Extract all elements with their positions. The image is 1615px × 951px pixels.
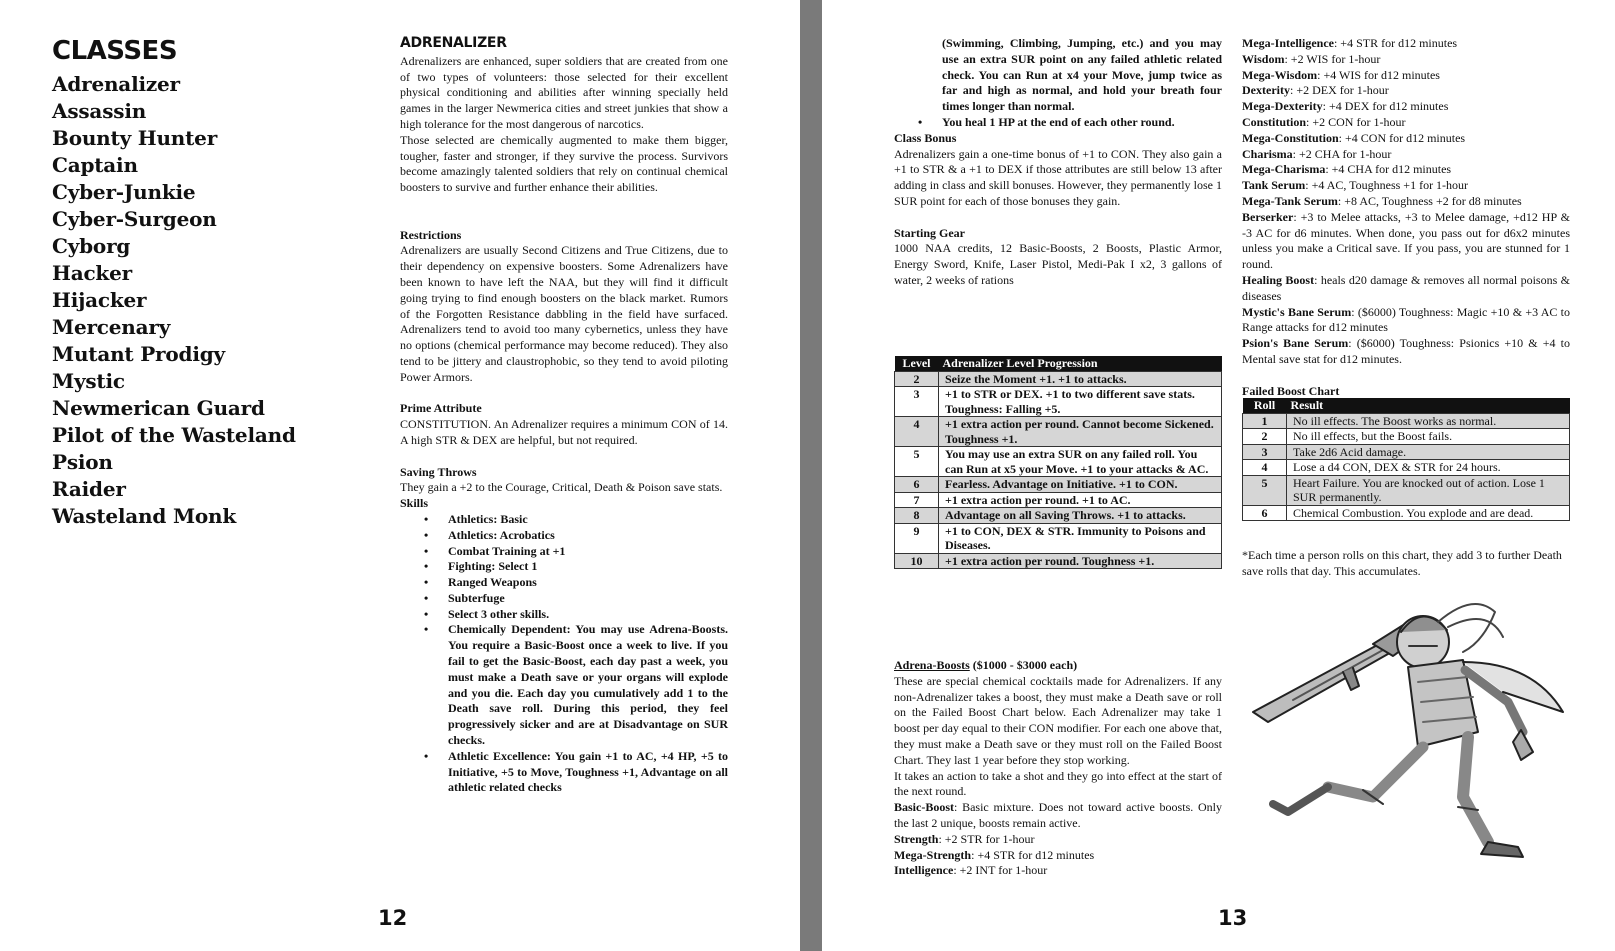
boost-name: Intelligence — [894, 863, 954, 878]
class-item: Assassin — [52, 99, 147, 123]
level-benefit: +1 extra action per round. +1 to AC. — [939, 492, 1222, 508]
level-number: 10 — [895, 553, 939, 569]
boost-description: : Basic mixture. Does not toward active boosts. Only the last 2 unique, boosts remain active. — [894, 800, 1222, 830]
boost-name: Mega-Dexterity — [1242, 99, 1323, 114]
class-item: Hacker — [52, 261, 132, 285]
boost-entry — [1242, 210, 1570, 273]
starting-gear-text: 1000 NAA credits, 12 Basic-Boosts, 2 Boosts, Plastic Armor, Energy Sword, Knife, Laser Pistol, Medi-Pak I x2, 3 gallons of water, 2 weeks of rations — [894, 241, 1222, 287]
level-benefit: +1 to CON, DEX & STR. Immunity to Poisons and Diseases. — [939, 523, 1222, 553]
class-item: Cyber-Surgeon — [52, 207, 217, 231]
level-row — [895, 371, 1222, 387]
level-number: 3 — [895, 387, 939, 417]
level-benefit: You may use an extra SUR on any failed roll. You can Run at x5 your Move. +1 to your attacks & AC. — [939, 447, 1222, 477]
boost-description: : +4 WIS for d12 minutes — [1317, 67, 1440, 82]
boost-name: Constitution — [1242, 114, 1307, 129]
boost-description: : +4 CON for d12 minutes — [1338, 130, 1466, 145]
failed-boost-row — [1243, 460, 1570, 476]
right-column-2 — [1242, 36, 1570, 399]
class-bonus-heading: Class Bonus — [894, 130, 957, 145]
boost-name: Mega-Intelligence — [1242, 36, 1334, 50]
class-item: Bounty Hunter — [52, 126, 218, 150]
boost-name: Dexterity — [1242, 83, 1290, 98]
adrena-boosts-text-2: It takes an action to take a shot and they go into effect at the start of the next round. — [894, 768, 1222, 799]
right-column-1 — [894, 36, 1222, 289]
boost-name: Berserker — [1242, 209, 1294, 224]
level-benefit: +1 extra action per round. Toughness +1. — [939, 553, 1222, 569]
class-item: Cyber-Junkie — [52, 180, 196, 204]
level-number: 9 — [895, 523, 939, 553]
adrenalizer-title: ADRENALIZER — [400, 35, 507, 51]
adrenalizer-illustration — [1233, 582, 1588, 867]
boost-name: Mega-Constitution — [1242, 130, 1339, 145]
roll-number: 6 — [1243, 505, 1287, 521]
classes-list — [52, 71, 296, 530]
boost-entry — [1242, 162, 1570, 178]
boost-description: : +2 WIS for 1-hour — [1284, 51, 1381, 66]
level-benefit: +1 extra action per round. Cannot become Sickened. Toughness +1. — [939, 417, 1222, 447]
boost-entry — [1242, 36, 1570, 52]
level-row — [895, 492, 1222, 508]
class-item: Newmerican Guard — [52, 396, 265, 420]
class-item: Mutant Prodigy — [52, 342, 225, 366]
intro-paragraph-1: Adrenalizers are enhanced, super soldiers that are created from one of two types of volunteers: those selected for their excellent physical conditioning and abilities after winning specially held games in the larger Newmerica cities and street junkies that show a high tolerance for the most dangerous of narcotics. — [400, 53, 728, 131]
failed-boost-row — [1243, 429, 1570, 445]
boost-entry — [1242, 52, 1570, 68]
level-number: 8 — [895, 508, 939, 524]
boost-entry — [1242, 273, 1570, 305]
roll-result: Chemical Combustion. You explode and are dead. — [1287, 505, 1570, 521]
level-number: 4 — [895, 417, 939, 447]
saving-throws-text: They gain a +2 to the Courage, Critical, Death & Poison save stats. — [400, 480, 723, 495]
progression-col-header: Adrenalizer Level Progression — [939, 356, 1222, 371]
boost-name: Healing Boost — [1242, 272, 1315, 287]
boost-name: Mega-Tank Serum — [1242, 193, 1338, 208]
roll-number: 1 — [1243, 413, 1287, 429]
skill-item: • Chemically Dependent: You may use Adrena-Boosts. You require a Basic-Boost once a week to live. If you fail to get the Basic-Boost, each day past a week, you must make a Death save or your organs will explode and you die. Each day you cumulatively add 1 to the Death save roll. During this period, they feel progressively sicker and are at Disadvantage on SUR checks. — [448, 622, 728, 748]
skill-item: • Fighting: Select 1 — [448, 559, 728, 575]
adrena-boosts-section — [894, 658, 1222, 879]
class-item: Captain — [52, 153, 138, 177]
level-number: 2 — [895, 371, 939, 387]
level-benefit: +1 to STR or DEX. +1 to two different save stats. Toughness: Falling +5. — [939, 387, 1222, 417]
skill-item: • Select 3 other skills. — [448, 607, 728, 623]
boosts-list-right — [1242, 36, 1570, 368]
failed-boost-note: *Each time a person rolls on this chart, they add 3 to further Death save rolls that day. This accumulates. — [1242, 548, 1562, 578]
failed-boost-heading: Failed Boost Chart — [1242, 383, 1340, 398]
level-progression-table — [894, 356, 1222, 569]
boost-entry — [1242, 147, 1570, 163]
restrictions-heading: Restrictions — [400, 227, 462, 242]
intro-paragraph-2: Those selected are chemically augmented to make them bigger, tougher, faster and stronger, if they survive the process. Survivors become amazingly talented soldiers that rely on continual chemical boosters to survive and further enhance their abilities. — [400, 132, 728, 195]
level-benefit: Advantage on all Saving Throws. +1 to attacks. — [939, 508, 1222, 524]
level-benefit: Fearless. Advantage on Initiative. +1 to CON. — [939, 477, 1222, 493]
class-item: Adrenalizer — [52, 72, 180, 96]
roll-col-header: Roll — [1243, 398, 1287, 413]
class-item: Mercenary — [52, 315, 171, 339]
skill-item: • Subterfuge — [448, 591, 728, 607]
boost-name: Mega-Strength — [894, 847, 972, 862]
boost-description: : +4 STR for d12 minutes — [971, 847, 1095, 862]
roll-number: 3 — [1243, 444, 1287, 460]
boost-entry — [1242, 305, 1570, 337]
failed-boost-row — [1243, 413, 1570, 429]
boost-description: : heals d20 damage & removes all normal poisons & diseases — [1242, 272, 1571, 303]
boost-entry — [1242, 131, 1570, 147]
boost-description: : +2 INT for 1-hour — [953, 863, 1048, 878]
adrena-boosts-text-1: These are special chemical cocktails made for Adrenalizers. If any non-Adrenalizer takes a boost, they must make a Death save or roll on the Failed Boost Chart below. Each Adrenalizer may take 1 boost per day equal to their CON modifier. For each one above that, they must make a Death save or they must roll on the Failed Boost Chart. They last 1 year before they stop working. — [894, 673, 1222, 767]
restrictions-text: Adrenalizers are usually Second Citizens and True Citizens, due to their dependency on expensive boosters. Some Adrenalizers have been known to have left the NAA, but they will find it difficult going trying to find enough boosters on the black market. Rumors of the Forgotten Resistance dabbling in the field have surfaced. Adrenalizers tend to avoid too many cybernetics, unless they have no options (chemical performance may become reduced). They also tend to be jittery and claustrophobic, so they tend to avoid piloting Power Armors. — [400, 243, 728, 384]
class-item: Cyborg — [52, 234, 131, 258]
boost-entry — [1242, 115, 1570, 131]
boost-description: : +2 CON for 1-hour — [1306, 114, 1406, 129]
adrena-boosts-price: ($1000 - $3000 each) — [969, 658, 1078, 672]
skills-heading: Skills — [400, 496, 429, 511]
boost-description: : ($6000) Toughness: Psionics +10 & +4 to Mental save stat for d12 minutes. — [1242, 336, 1571, 366]
boost-description: : +2 STR for 1-hour — [938, 831, 1035, 846]
failed-boost-table — [1242, 398, 1570, 521]
saving-throws-heading: Saving Throws — [400, 464, 477, 479]
skill-item: • Athletic Excellence: You gain +1 to AC, +4 HP, +5 to Initiative, +5 to Move, Toughness +1, Advantage on all athletic related checks — [448, 749, 728, 796]
class-item: Raider — [52, 477, 126, 501]
roll-result: Lose a d4 CON, DEX & STR for 24 hours. — [1287, 460, 1570, 476]
class-item: Wasteland Monk — [52, 504, 237, 528]
page-number-right: 13 — [1218, 906, 1248, 930]
level-number: 7 — [895, 492, 939, 508]
level-row — [895, 523, 1222, 553]
result-col-header: Result — [1287, 398, 1570, 413]
roll-number: 2 — [1243, 429, 1287, 445]
class-item: Mystic — [52, 369, 125, 393]
roll-number: 4 — [1243, 460, 1287, 476]
boost-description: : +4 CHA for d12 minutes — [1325, 162, 1452, 177]
skill-item: • Athletics: Basic — [448, 512, 728, 528]
roll-result: Heart Failure. You are knocked out of action. Lose 1 SUR permanently. — [1287, 475, 1570, 505]
class-item: Pilot of the Wasteland — [52, 423, 296, 447]
level-row — [895, 508, 1222, 524]
boost-name: Charisma — [1242, 146, 1293, 161]
boost-description: : +2 DEX for 1-hour — [1289, 83, 1389, 98]
left-page — [0, 0, 800, 951]
failed-boost-row — [1243, 505, 1570, 521]
starting-gear-heading: Starting Gear — [894, 225, 965, 240]
boost-entry — [894, 832, 1222, 848]
class-item: Hijacker — [52, 288, 147, 312]
level-number: 5 — [895, 447, 939, 477]
boost-entry — [1242, 99, 1570, 115]
athletic-excellence-continued: (Swimming, Climbing, Jumping, etc.) and you may use an extra SUR point on any failed athletic related check. You can Run at x4 your Move, jump twice as far and high as normal, and hold your breath four times longer than normal. — [942, 36, 1222, 114]
book-gutter — [800, 0, 822, 951]
boost-name: Psion's Bane Serum — [1242, 336, 1349, 351]
boost-entry — [894, 863, 1222, 879]
skill-item: • Combat Training at +1 — [448, 544, 728, 560]
boost-description: : +8 AC, Toughness +2 for d8 minutes — [1337, 193, 1522, 208]
level-row — [895, 387, 1222, 417]
class-item: Psion — [52, 450, 113, 474]
prime-attribute-heading: Prime Attribute — [400, 401, 482, 416]
adrenalizer-column — [400, 36, 728, 796]
level-row — [895, 447, 1222, 477]
failed-boost-row — [1243, 475, 1570, 505]
boost-entry — [1242, 68, 1570, 84]
level-col-header: Level — [895, 356, 939, 371]
heal-bullet: • You heal 1 HP at the end of each other round. — [942, 115, 1222, 131]
page-number-left: 12 — [378, 906, 408, 930]
boost-description: : +3 to Melee attacks, +3 to Melee damage, +d12 HP & -3 AC for d6 minutes. When done, you pass out for d6x2 minutes unless you make a Critical save. If you pass, you are stunned for 1 round. — [1242, 209, 1570, 272]
boost-name: Strength — [894, 831, 939, 846]
boost-entry — [1242, 194, 1570, 210]
skill-item: • Ranged Weapons — [448, 575, 728, 591]
boost-name: Mega-Wisdom — [1242, 67, 1318, 82]
level-row — [895, 417, 1222, 447]
class-bonus-text: Adrenalizers gain a one-time bonus of +1 to CON. They also gain a +1 to STR & a +1 to DEX if those attributes are still below 13 after adding in class and skill bonuses. However, they permanently lose 1 SUR point for each of those bonuses they gain. — [894, 146, 1222, 208]
roll-result: No ill effects. The Boost works as normal. — [1287, 413, 1570, 429]
level-number: 6 — [895, 477, 939, 493]
failed-boost-note-block — [1242, 548, 1570, 580]
boost-entry — [1242, 83, 1570, 99]
failed-boost-row — [1243, 444, 1570, 460]
skills-list — [400, 512, 728, 796]
boost-name: Wisdom — [1242, 51, 1285, 66]
roll-number: 5 — [1243, 475, 1287, 505]
boost-entry — [1242, 178, 1570, 194]
level-benefit: Seize the Moment +1. +1 to attacks. — [939, 371, 1222, 387]
boost-name: Mystic's Bane Serum — [1242, 304, 1352, 319]
skill-item: • Athletics: Acrobatics — [448, 528, 728, 544]
boost-entry — [1242, 336, 1570, 368]
boost-entry — [894, 800, 1222, 832]
boost-description: : +4 DEX for d12 minutes — [1322, 99, 1449, 114]
roll-result: No ill effects, but the Boost fails. — [1287, 429, 1570, 445]
boost-description: : ($6000) Toughness: Magic +10 & +3 AC to Range attacks for d12 minutes — [1242, 304, 1571, 335]
adrena-boosts-heading: Adrena-Boosts — [894, 658, 970, 672]
level-row — [895, 553, 1222, 569]
roll-result: Take 2d6 Acid damage. — [1287, 444, 1570, 460]
boost-name: Basic-Boost — [894, 800, 954, 815]
level-row — [895, 477, 1222, 493]
boost-name: Mega-Charisma — [1242, 162, 1326, 177]
boost-description: : +4 STR for d12 minutes — [1333, 36, 1458, 50]
prime-attribute-text: CONSTITUTION. An Adrenalizer requires a minimum CON of 14. A high STR & DEX are helpful, but not required. — [400, 417, 728, 447]
boosts-list-left — [894, 800, 1222, 879]
boost-entry — [894, 848, 1222, 864]
boost-description: : +2 CHA for 1-hour — [1292, 146, 1392, 161]
boost-description: : +4 AC, Toughness +1 for 1-hour — [1305, 178, 1469, 193]
boost-name: Tank Serum — [1242, 178, 1306, 193]
classes-heading: CLASSES — [52, 36, 178, 66]
